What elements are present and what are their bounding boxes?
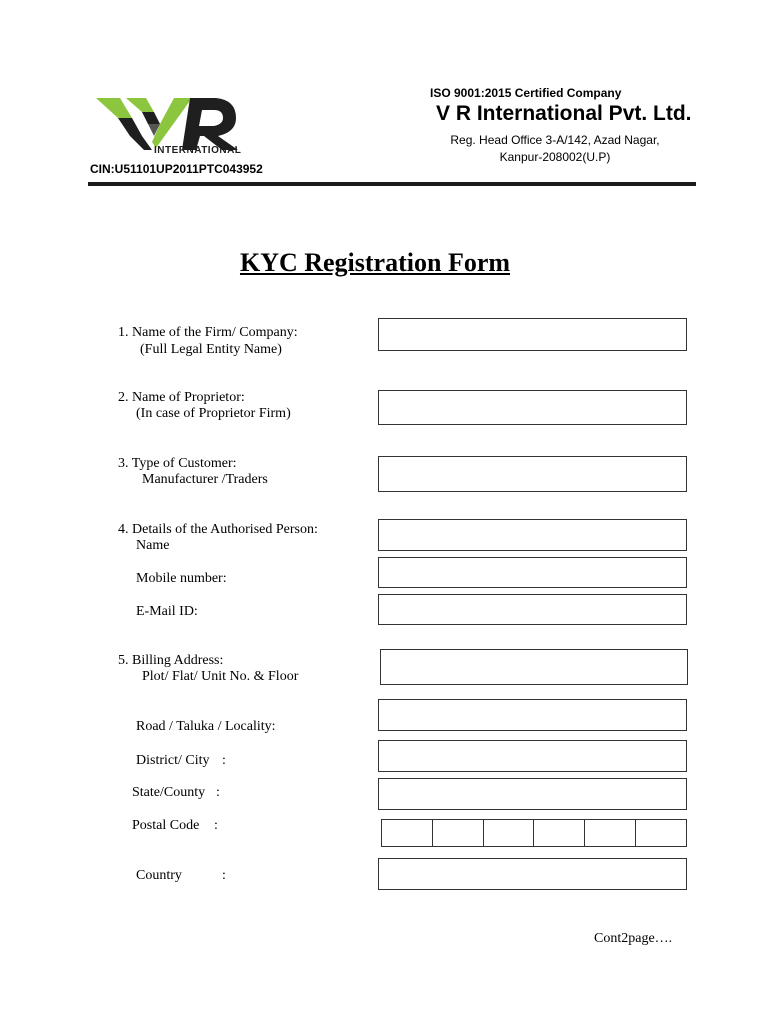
email-label: E-Mail ID: xyxy=(136,604,198,619)
email-field[interactable] xyxy=(378,594,687,625)
q4-label: 4. Details of the Authorised Person: xyxy=(118,522,318,537)
q1-label: 1. Name of the Firm/ Company: xyxy=(118,325,298,340)
postal-digit-4[interactable] xyxy=(534,819,585,847)
q4-name-label: Name xyxy=(136,538,170,553)
customer-type-field[interactable] xyxy=(378,456,687,492)
district-city-field[interactable] xyxy=(378,740,687,772)
district-colon: : xyxy=(222,753,226,768)
plot-flat-field[interactable] xyxy=(380,649,688,685)
postal-colon: : xyxy=(214,818,218,833)
country-label: Country xyxy=(136,868,182,883)
firm-name-field[interactable] xyxy=(378,318,687,351)
country-field[interactable] xyxy=(378,858,687,890)
page-title: KYC Registration Form xyxy=(239,248,511,277)
q2-label: 2. Name of Proprietor: xyxy=(118,390,245,405)
q5-label: 5. Billing Address: xyxy=(118,653,224,668)
road-label: Road / Taluka / Locality: xyxy=(136,719,276,734)
postal-digit-3[interactable] xyxy=(484,819,535,847)
iso-certification: ISO 9001:2015 Certified Company xyxy=(430,86,622,100)
postal-digit-1[interactable] xyxy=(381,819,433,847)
company-address xyxy=(420,132,690,166)
postal-digit-5[interactable] xyxy=(585,819,636,847)
proprietor-name-field[interactable] xyxy=(378,390,687,425)
company-name: V R International Pvt. Ltd. xyxy=(436,102,692,125)
q3-label: 3. Type of Customer: xyxy=(118,456,237,471)
postal-label: Postal Code xyxy=(132,818,200,833)
company-logo xyxy=(96,96,242,158)
state-county-field[interactable] xyxy=(378,778,687,810)
q1-sublabel: (Full Legal Entity Name) xyxy=(140,342,282,357)
q5-sublabel: Plot/ Flat/ Unit No. & Floor xyxy=(142,669,299,684)
country-colon: : xyxy=(222,868,226,883)
state-label: State/County xyxy=(132,785,206,800)
header-divider xyxy=(88,182,696,186)
address-line-1: Reg. Head Office 3-A/142, Azad Nagar, xyxy=(450,133,660,147)
cin-number: CIN:U51101UP2011PTC043952 xyxy=(90,162,263,176)
postal-code-boxes xyxy=(381,819,687,847)
state-colon: : xyxy=(216,785,220,800)
district-label: District/ City xyxy=(136,753,210,768)
q2-sublabel: (In case of Proprietor Firm) xyxy=(136,406,291,421)
authorised-name-field[interactable] xyxy=(378,519,687,551)
mobile-label: Mobile number: xyxy=(136,571,227,586)
postal-digit-2[interactable] xyxy=(433,819,484,847)
postal-digit-6[interactable] xyxy=(636,819,687,847)
road-locality-field[interactable] xyxy=(378,699,687,731)
address-line-2: Kanpur-208002(U.P) xyxy=(499,150,611,164)
logo-text: INTERNATIONAL xyxy=(154,145,242,156)
q3-sublabel: Manufacturer /Traders xyxy=(142,472,268,487)
mobile-number-field[interactable] xyxy=(378,557,687,588)
continue-note: Cont2page…. xyxy=(594,931,673,946)
